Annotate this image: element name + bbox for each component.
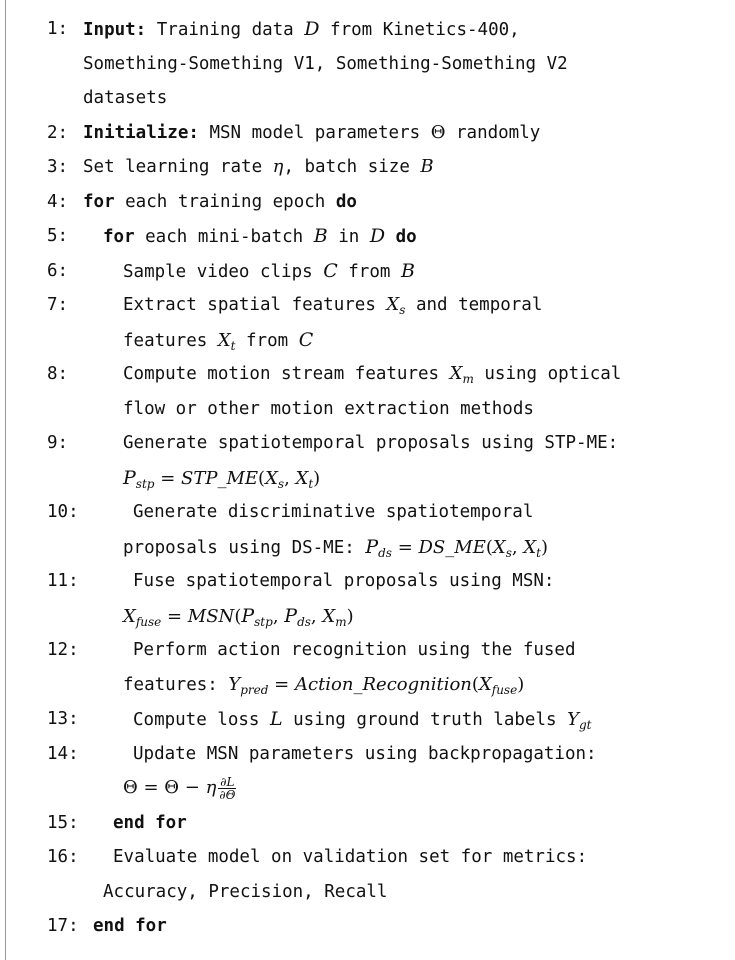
line-text (83, 47, 568, 82)
math-symbol: η (205, 777, 217, 798)
line-text (123, 392, 534, 427)
math-calligraphic: P (123, 466, 136, 489)
line-text (113, 840, 587, 875)
math-symbol: η (272, 156, 284, 177)
math-subscript: m (335, 614, 347, 629)
math-calligraphic: D (304, 18, 320, 40)
math-symbol: STP_ME (181, 467, 259, 489)
text-segment: Perform action recognition using the fused (133, 640, 576, 660)
math-calligraphic: P (365, 535, 379, 558)
line-number: 17: (47, 916, 79, 936)
text-segment: Update MSN parameters using backpropagation: (133, 743, 597, 764)
math-calligraphic: P (241, 604, 255, 627)
math-symbol: X (492, 536, 506, 558)
algorithm-line (0, 392, 735, 427)
algorithm-line (0, 599, 735, 634)
text-segment: in (327, 227, 370, 247)
math-subscript: m (462, 372, 474, 386)
text-segment: Fuse spatiotemporal proposals using MSN: (133, 571, 555, 591)
text-segment: Generate discriminative spatiotemporal (133, 502, 534, 522)
math-calligraphic: B (313, 225, 328, 247)
line-number: 9: (47, 433, 69, 453)
math-operator: Θ (430, 121, 446, 143)
math-symbol: X (449, 363, 463, 384)
text-segment: Generate spatiotemporal proposals using STP-ME: (123, 433, 619, 453)
algorithm-line (0, 47, 735, 82)
line-number: 5: (47, 226, 69, 246)
algorithm-line (0, 288, 735, 323)
text-segment: Accuracy, Precision, Recall (103, 881, 388, 902)
text-segment: Compute loss (133, 710, 270, 730)
algorithm-block (0, 12, 735, 944)
math-calligraphic: B (400, 259, 415, 282)
math-subscript: t (536, 545, 541, 560)
math-operator: ( (234, 605, 242, 627)
line-number: 11: (47, 571, 79, 591)
line-text (123, 254, 415, 290)
math-operator: ) (313, 467, 321, 489)
line-text (83, 150, 434, 185)
math-calligraphic: D (369, 225, 386, 247)
algorithm-line (0, 81, 735, 116)
algorithm-line (0, 633, 735, 668)
math-subscript: s (399, 303, 406, 317)
keyword: for (83, 191, 115, 212)
algorithm-line (0, 564, 735, 599)
math-subscript: gt (578, 718, 592, 732)
text-segment: from (235, 330, 299, 351)
algorithm-line (0, 702, 735, 737)
keyword: do (335, 191, 357, 212)
line-text (123, 288, 542, 323)
line-text (83, 12, 520, 48)
algorithm-line (0, 461, 735, 496)
math-operator: , (310, 605, 323, 627)
algorithm-line (0, 12, 735, 47)
math-operator: , (511, 536, 524, 558)
line-number: 2: (47, 122, 69, 143)
math-subscript: ds (378, 545, 392, 560)
math-symbol: X (386, 294, 400, 315)
line-text (133, 495, 533, 530)
line-text (123, 599, 354, 635)
line-text (123, 323, 313, 359)
math-subscript: t (308, 476, 314, 491)
line-text (123, 461, 320, 497)
line-text (83, 81, 167, 116)
math-symbol: DS_ME (418, 536, 486, 558)
line-text (113, 806, 187, 841)
text-segment: Compute motion stream features (123, 364, 450, 384)
line-text (123, 426, 618, 461)
text-segment: features (123, 330, 218, 351)
math-symbol: X (123, 605, 136, 627)
math-operator: ) (346, 605, 354, 627)
text-segment (385, 227, 396, 247)
algorithm-line (0, 185, 735, 220)
text-segment: Set learning rate (83, 157, 273, 177)
math-operator: Θ = Θ − (123, 777, 206, 798)
text-segment: datasets (83, 88, 168, 108)
math-subscript: stp (254, 614, 273, 629)
line-text (83, 116, 540, 151)
line-number: 12: (47, 640, 79, 660)
line-text (103, 219, 417, 255)
keyword: do (395, 227, 417, 247)
math-calligraphic: C (298, 328, 314, 351)
math-operator: = (391, 536, 419, 558)
algorithm-line (0, 495, 735, 530)
math-operator: ) (517, 673, 525, 695)
text-segment: Something-Something V1, Something-Something V2 (83, 53, 568, 74)
keyword: for (103, 227, 135, 247)
line-text (133, 633, 576, 668)
line-text (123, 530, 548, 566)
text-segment: flow or other motion extraction methods (123, 398, 534, 419)
math-subscript: s (277, 476, 285, 491)
math-calligraphic: L (269, 708, 283, 730)
algorithm-line (0, 875, 735, 910)
text-segment: from (337, 261, 401, 282)
math-subscript: s (505, 545, 512, 560)
math-calligraphic: P (284, 604, 298, 627)
algorithm-line (0, 219, 735, 254)
math-subscript: stp (135, 476, 155, 491)
line-number: 10: (47, 502, 79, 522)
math-subscript: t (230, 338, 236, 353)
line-text (123, 668, 524, 703)
line-text (123, 357, 621, 392)
line-number: 6: (47, 260, 69, 281)
text-segment: , batch size (283, 157, 421, 177)
math-operator: ( (485, 536, 493, 558)
text-segment: MSN model parameters (198, 122, 431, 143)
line-text (133, 702, 591, 738)
fraction (218, 776, 236, 801)
math-operator: = (268, 673, 295, 695)
math-subscript: pred (240, 682, 269, 697)
line-text (93, 909, 167, 944)
text-segment: features: (123, 674, 229, 695)
algorithm-line (0, 840, 735, 875)
keyword: Initialize: (83, 122, 199, 143)
text-segment: and temporal (405, 295, 543, 315)
line-number: 13: (47, 709, 79, 729)
text-segment: Evaluate model on validation set for metrics: (113, 847, 588, 867)
line-text (133, 737, 597, 772)
fraction-denominator: ∂Θ (219, 787, 236, 802)
math-symbol: X (322, 605, 336, 627)
line-number: 14: (47, 743, 79, 764)
algorithm-line (0, 771, 735, 806)
math-operator: = (161, 605, 188, 627)
algorithm-line (0, 530, 735, 565)
math-symbol: Action_Recognition (294, 673, 472, 695)
line-text (133, 564, 554, 599)
math-symbol: X (523, 536, 537, 558)
text-segment: Training data (146, 20, 305, 40)
math-operator: = (154, 467, 181, 489)
math-symbol: X (478, 673, 492, 695)
line-number: 7: (47, 295, 69, 315)
algorithm-line (0, 323, 735, 358)
text-segment: Sample video clips (123, 261, 324, 282)
math-operator: ( (471, 673, 479, 695)
algorithm-line (0, 668, 735, 703)
math-symbol: X (295, 467, 309, 489)
math-subscript: fuse (491, 682, 518, 697)
text-segment: using ground truth labels (282, 710, 568, 730)
line-text (103, 875, 387, 910)
line-text (123, 771, 236, 806)
text-segment: proposals using DS-ME: (123, 537, 366, 558)
math-subscript: fuse (135, 614, 162, 629)
math-calligraphic: C (323, 259, 338, 282)
math-symbol: Y (228, 673, 241, 695)
text-segment: Extract spatial features (123, 295, 387, 315)
line-number: 1: (47, 19, 69, 39)
line-number: 16: (47, 847, 79, 867)
line-number: 15: (47, 812, 79, 833)
math-operator: ( (258, 467, 266, 489)
algorithm-line (0, 150, 735, 185)
math-symbol: Y (567, 709, 579, 730)
math-symbol: X (265, 467, 278, 489)
math-operator: ) (540, 536, 549, 558)
line-number: 8: (47, 364, 69, 384)
keyword: end for (93, 916, 167, 936)
text-segment: each training epoch (114, 191, 336, 212)
algorithm-line (0, 357, 735, 392)
line-number: 3: (47, 157, 69, 177)
algorithm-line (0, 426, 735, 461)
math-operator: , (284, 467, 296, 489)
algorithm-line (0, 806, 735, 841)
fraction-numerator: ∂L (220, 774, 235, 789)
keyword: Input: (83, 20, 147, 40)
math-symbol: MSN (187, 605, 235, 627)
line-text (83, 185, 357, 220)
algorithm-line (0, 254, 735, 289)
line-number: 4: (47, 191, 69, 212)
text-segment: randomly (445, 122, 541, 143)
keyword: end for (113, 812, 187, 833)
algorithm-line (0, 116, 735, 151)
algorithm-line (0, 737, 735, 772)
math-symbol: X (217, 329, 231, 351)
text-segment: each mini-batch (134, 227, 314, 247)
math-subscript: ds (297, 614, 311, 629)
math-operator: , (272, 605, 285, 627)
text-segment: from Kinetics-400, (319, 20, 520, 40)
algorithm-line (0, 909, 735, 944)
math-symbol: B (420, 156, 434, 177)
text-segment: using optical (473, 364, 622, 384)
